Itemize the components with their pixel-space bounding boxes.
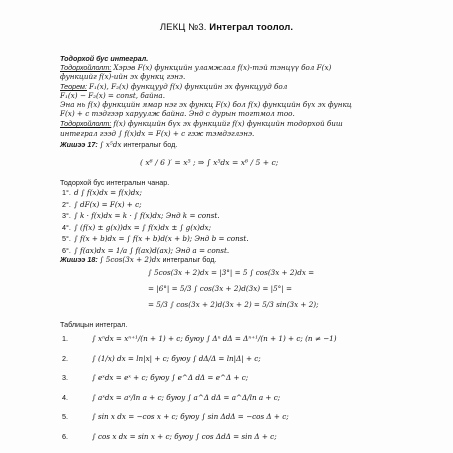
definition-1-line-1 xyxy=(60,63,331,72)
table-row-number: 5. xyxy=(62,412,68,421)
property-number: 6°. xyxy=(62,245,71,255)
table-row-number: 2. xyxy=(62,353,68,363)
property-number: 3°. xyxy=(62,211,71,220)
definition-1-line-2: функцийг f(x)-ийн эх функц гэнэ. xyxy=(60,72,186,81)
definition-2-line-1 xyxy=(60,119,343,128)
table-row-number: 6. xyxy=(62,431,68,441)
table-row-formula: ∫ cos x dx = sin x + c; буюу ∫ cos ΔdΔ = sin Δ + c; xyxy=(92,431,277,441)
table-row-number: 3. xyxy=(62,373,68,382)
example-18-text: интегралыг бод. xyxy=(162,255,217,264)
page-title xyxy=(0,22,453,33)
property-number: 1°. xyxy=(62,188,71,197)
example-18-integral: ∫ 5cos(3x + 2)dx xyxy=(99,255,161,264)
theorem-line-3: Эна нь f(x) функцийн ямар нэг эх функц F(x) бол f(x) функцийн бүх эх функц xyxy=(60,100,352,109)
example-18-statement xyxy=(60,255,216,264)
definition-2-text-1: f(x) функцийн бүх эх функцийг f(x) функцийн тодорхой биш xyxy=(113,119,343,128)
table-row-number: 4. xyxy=(62,392,68,402)
theorem-line-4: F(x) + c тэдгээр харуулж байна. Энд c дурын тогтмол тоо. xyxy=(60,109,295,118)
property-formula: ∫ f(ax)dx = 1/a ∫ f(ax)d(ax); Энд a = const. xyxy=(74,245,230,255)
property-formula: ∫ dF(x) = F(x) + c; xyxy=(74,199,142,209)
table-row-formula: ∫ (1/x) dx = ln|x| + c; буюу ∫ dΔ/Δ = ln|Δ| + c; xyxy=(92,353,261,363)
definition-2-term: Тодорхойлолт: xyxy=(60,119,112,128)
property-formula: ∫ k · f(x)dx = k · ∫ f(x)dx; Энд k = const. xyxy=(74,211,220,220)
lecture-topic: Интеграл тоолол. xyxy=(209,22,294,33)
example-17-statement xyxy=(60,140,177,149)
example-17-label: Жишээ 17: xyxy=(60,140,98,149)
definition-1-term: Тодорхойлолт: xyxy=(60,63,112,72)
example-17-text: интегралыг бод. xyxy=(123,140,178,149)
example-17-solution: ( x⁶ / 6 )′ = x⁵ ; ⇒ ∫ x⁵dx = x⁶ / 5 + c; xyxy=(140,158,279,167)
definition-2-line-2: интеграл гээд ∫ f(x)dx = F(x) + c гэж тэмдэглэнэ. xyxy=(60,129,255,138)
property-formula: ∫ (f(x) ± g(x))dx = ∫ f(x)dx ± ∫ g(x)dx; xyxy=(74,222,212,232)
property-formula: ∫ f(x + b)dx = ∫ f(x + b)d(x + b); Энд b = const. xyxy=(74,234,249,243)
table-heading: Таблицын интеграл. xyxy=(60,320,128,329)
table-row-number: 1. xyxy=(62,334,68,343)
definition-1-text-1: Хэрэв F(x) функцийн уламжлал f(x)-тэй тэнцүү бол F(x) xyxy=(113,63,332,72)
example-18-step-2: = |6°| = 5/3 ∫ cos(3x + 2)d(3x) = |5°| = xyxy=(148,284,292,293)
theorem-term: Теорем: xyxy=(60,82,87,91)
property-number: 5°. xyxy=(62,234,71,243)
theorem-line-2: F₁(x) − F₂(x) = const, байна. xyxy=(60,91,165,100)
table-row-formula: ∫ aˣdx = aˣ/ln a + c; буюу ∫ a^Δ dΔ = a^Δ/ln a + c; xyxy=(92,392,281,402)
properties-heading: Тодорхой бус интегралын чанар. xyxy=(60,178,170,187)
example-17-integral: ∫ x⁵dx xyxy=(99,140,122,149)
property-number: 4°. xyxy=(62,222,71,232)
property-formula: d ∫ f(x)dx = f(x)dx; xyxy=(74,188,142,197)
table-row-formula: ∫ sin x dx = −cos x + c; буюу ∫ sin ΔdΔ = −cos Δ + c; xyxy=(92,412,289,421)
section-heading-indefinite-integral: Тодорхой бус интеграл. xyxy=(60,54,149,63)
theorem-text-1: F₁(x), F₂(x) функцууд f(x) функцийн эх функцууд бол xyxy=(88,82,288,91)
lecture-number: ЛЕКЦ №3. xyxy=(159,22,207,33)
table-row-formula: ∫ xⁿdx = xⁿ⁺¹/(n + 1) + c; буюу ∫ Δⁿ dΔ = Δⁿ⁺¹/(n + 1) + c; (n ≠ −1) xyxy=(92,334,337,343)
example-18-step-1: ∫ 5cos(3x + 2)dx = |3°| = 5 ∫ cos(3x + 2)dx = xyxy=(148,268,315,277)
property-number: 2°. xyxy=(62,199,71,209)
example-18-label: Жишээ 18: xyxy=(60,255,98,264)
theorem-line-1 xyxy=(60,82,287,91)
table-row-formula: ∫ eˣdx = eˣ + c; буюу ∫ e^Δ dΔ = e^Δ + c; xyxy=(92,373,249,382)
example-18-step-3: = 5/3 ∫ cos(3x + 2)d(3x + 2) = 5/3 sin(3x + 2); xyxy=(148,300,319,309)
